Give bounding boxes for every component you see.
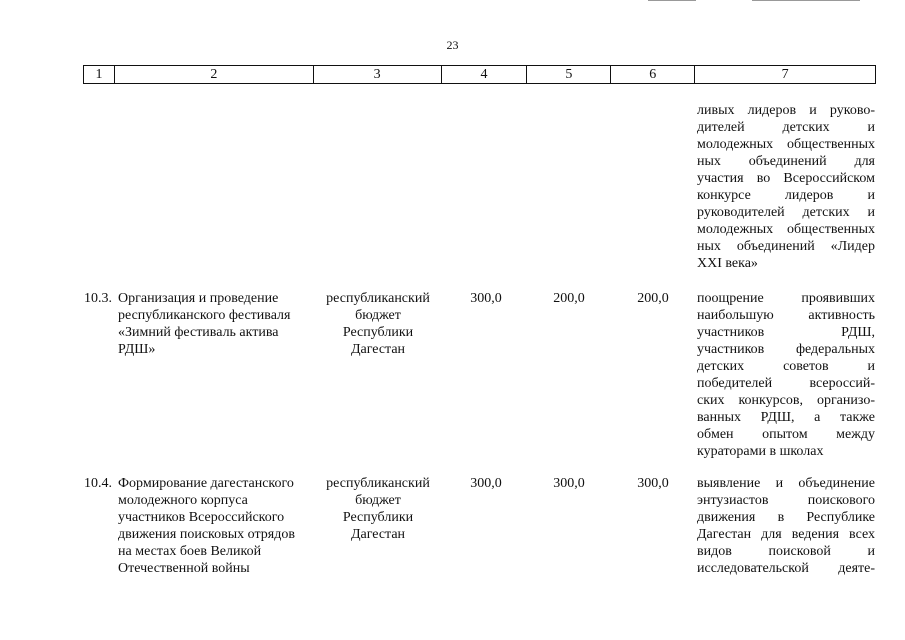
- text-line: обмен опытом между: [697, 427, 875, 442]
- text-line: участников Всероссийского: [118, 510, 285, 525]
- text-line: ных объединений для: [697, 154, 875, 169]
- continuation-col7: [697, 102, 875, 272]
- header-col-5: 5: [527, 66, 611, 83]
- text-line: участников РДШ,: [697, 325, 875, 340]
- header-col-4: 4: [442, 66, 528, 83]
- header-col-2: 2: [115, 66, 314, 83]
- text-line: «Зимний фестиваль актива: [118, 325, 279, 340]
- text-line: Республики: [342, 510, 414, 525]
- text-line: республиканский: [326, 476, 430, 491]
- text-line: конкурсе лидеров и: [697, 188, 875, 203]
- text-line: РДШ»: [118, 342, 156, 357]
- text-line: ванных РДШ, а также: [697, 410, 875, 425]
- text-line: дителей детских и: [697, 120, 875, 135]
- text-line: детских советов и: [697, 359, 875, 374]
- text-line: энтузиастов поискового: [697, 493, 875, 508]
- text-line: победителей всероссий-: [697, 376, 875, 391]
- table-header-row: [83, 65, 876, 84]
- top-edge-mark-right: [752, 0, 860, 1]
- row-10-4-name: [118, 475, 318, 577]
- row-10-4-source: [316, 475, 440, 543]
- text-line: поощрение проявивших: [697, 291, 875, 306]
- row-10-3-number: 10.3.: [84, 291, 112, 306]
- text-line: молодежных общественных: [697, 222, 875, 237]
- text-line: республиканский: [326, 291, 430, 306]
- text-line: бюджет: [355, 493, 401, 508]
- text-line: руководителей детских и: [697, 205, 875, 220]
- text-line: бюджет: [355, 308, 401, 323]
- text-line: ливых лидеров и руково-: [697, 103, 875, 118]
- row-10-3-name: [118, 290, 318, 358]
- text-line: участия во Всероссийском: [697, 171, 875, 186]
- text-line: наибольшую активность: [697, 308, 875, 323]
- top-edge-mark-left: [648, 0, 696, 1]
- text-line: участников федеральных: [697, 342, 875, 357]
- header-col-1: 1: [84, 66, 115, 83]
- text-line: молодежных общественных: [697, 137, 875, 152]
- header-col-3: 3: [314, 66, 442, 83]
- text-line: ных объединений «Лидер: [697, 239, 875, 254]
- text-line: движения в Республике: [697, 510, 875, 525]
- row-10-4-value-3: 300,0: [637, 476, 669, 491]
- text-line: молодежного корпуса: [118, 493, 248, 508]
- header-col-6: 6: [611, 66, 695, 83]
- text-line: кураторами в школах: [697, 444, 824, 459]
- text-line: выявление и объединение: [697, 476, 875, 491]
- text-line: Формирование дагестанского: [118, 476, 294, 491]
- text-line: XXI века»: [697, 256, 758, 271]
- row-10-3-value-2: 200,0: [553, 291, 585, 306]
- text-line: Отечественной войны: [118, 561, 250, 576]
- text-line: видов поисковой и: [697, 544, 875, 559]
- text-line: исследовательской деяте-: [697, 561, 875, 576]
- page-number: 23: [446, 38, 459, 52]
- text-line: Дагестан: [350, 342, 406, 357]
- text-line: движения поисковых отрядов: [118, 527, 295, 542]
- row-10-4-value-2: 300,0: [553, 476, 585, 491]
- row-10-4-value-1: 300,0: [470, 476, 502, 491]
- row-10-3-value-3: 200,0: [637, 291, 669, 306]
- row-10-4-result: [697, 475, 875, 577]
- header-col-7: 7: [781, 67, 789, 82]
- text-line: Организация и проведение: [118, 291, 279, 306]
- row-10-4-number: 10.4.: [84, 476, 112, 491]
- row-10-3-source: [316, 290, 440, 358]
- row-10-3-result: [697, 290, 875, 460]
- text-line: республиканского фестиваля: [118, 308, 291, 323]
- row-10-3-value-1: 300,0: [470, 291, 502, 306]
- text-line: Дагестан: [350, 527, 406, 542]
- text-line: Республики: [342, 325, 414, 340]
- text-line: Дагестан для ведения всех: [697, 527, 875, 542]
- text-line: на местах боев Великой: [118, 544, 262, 559]
- text-line: ских конкурсов, организо-: [697, 393, 875, 408]
